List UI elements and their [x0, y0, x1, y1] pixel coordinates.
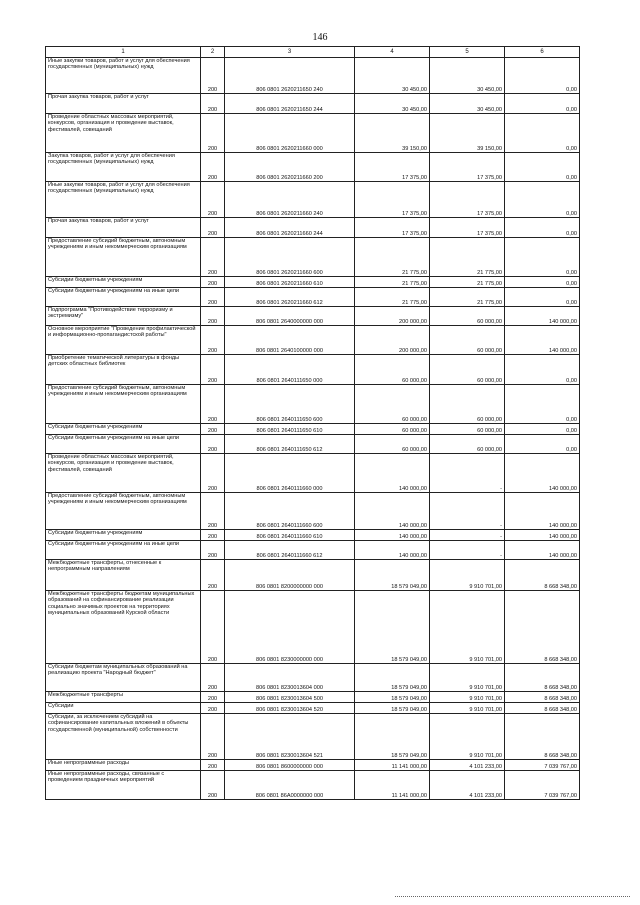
unexecuted-amount-cell: 0,00: [505, 182, 580, 218]
page-number: 146: [312, 32, 328, 43]
executed-amount-cell: 60 000,00: [430, 435, 505, 454]
table-row: [46, 454, 580, 493]
expense-name-cell: Приобретение тематической литературы в фонды детских областных библиотек: [46, 355, 201, 385]
classification-code-cell: 806 0801 8230013604 520: [225, 703, 355, 714]
classification-code-cell: 806 0801 2620211660 200: [225, 153, 355, 182]
classification-code-cell: 806 0801 8600000000 000: [225, 760, 355, 771]
unexecuted-amount-cell: 140 000,00: [505, 307, 580, 326]
line-code-cell: 200: [201, 771, 225, 800]
line-code-cell: 200: [201, 591, 225, 664]
unexecuted-amount-cell: 7 039 767,00: [505, 771, 580, 800]
executed-amount-cell: 17 375,00: [430, 182, 505, 218]
expense-name-cell: Субсидии бюджетным учреждениям на иные цели: [46, 435, 201, 454]
executed-amount-cell: 60 000,00: [430, 307, 505, 326]
table-row: [46, 771, 580, 800]
approved-amount-cell: 18 579 049,00: [355, 692, 430, 703]
classification-code-cell: 806 0801 2640000000 000: [225, 307, 355, 326]
classification-code-cell: 806 0801 8230013604 500: [225, 692, 355, 703]
classification-code-cell: 806 0801 2640111660 600: [225, 493, 355, 530]
table-row: [46, 530, 580, 541]
classification-code-cell: 806 0801 2640111650 610: [225, 424, 355, 435]
table-row: [46, 424, 580, 435]
table-row: [46, 218, 580, 238]
expense-name-cell: Субсидии бюджетным учреждениям: [46, 530, 201, 541]
executed-amount-cell: 21 775,00: [430, 238, 505, 277]
line-code-cell: 200: [201, 326, 225, 355]
unexecuted-amount-cell: 0,00: [505, 355, 580, 385]
classification-code-cell: 806 0801 2640111660 612: [225, 541, 355, 560]
table-row: [46, 94, 580, 114]
approved-amount-cell: 21 775,00: [355, 238, 430, 277]
expense-name-cell: Прочая закупка товаров, работ и услуг: [46, 94, 201, 114]
classification-code-cell: 806 0801 2640111650 612: [225, 435, 355, 454]
approved-amount-cell: 60 000,00: [355, 355, 430, 385]
classification-code-cell: 806 0801 2640111660 610: [225, 530, 355, 541]
table-row: [46, 238, 580, 277]
expense-name-cell: Субсидии бюджетным учреждениям на иные цели: [46, 541, 201, 560]
footer-dotted-line: [395, 896, 630, 897]
approved-amount-cell: 18 579 049,00: [355, 591, 430, 664]
line-code-cell: 200: [201, 114, 225, 153]
classification-code-cell: 806 0801 2640111650 600: [225, 385, 355, 424]
executed-amount-cell: 39 150,00: [430, 114, 505, 153]
line-code-cell: 200: [201, 454, 225, 493]
unexecuted-amount-cell: 0,00: [505, 94, 580, 114]
table-row: [46, 692, 580, 703]
approved-amount-cell: 140 000,00: [355, 530, 430, 541]
classification-code-cell: 806 0801 2640100000 000: [225, 326, 355, 355]
executed-amount-cell: -: [430, 454, 505, 493]
expense-name-cell: Закупка товаров, работ и услуг для обеспечения государственных (муниципальных) нужд: [46, 153, 201, 182]
unexecuted-amount-cell: 0,00: [505, 238, 580, 277]
unexecuted-amount-cell: 0,00: [505, 385, 580, 424]
expense-name-cell: Иные закупки товаров, работ и услуг для обеспечения государственных (муниципальных) нужд: [46, 182, 201, 218]
expense-name-cell: Субсидии бюджетным учреждениям: [46, 424, 201, 435]
approved-amount-cell: 60 000,00: [355, 424, 430, 435]
unexecuted-amount-cell: 0,00: [505, 277, 580, 288]
line-code-cell: 200: [201, 664, 225, 692]
executed-amount-cell: 9 910 701,00: [430, 664, 505, 692]
approved-amount-cell: 140 000,00: [355, 493, 430, 530]
expense-name-cell: Прочая закупка товаров, работ и услуг: [46, 218, 201, 238]
executed-amount-cell: 21 775,00: [430, 277, 505, 288]
classification-code-cell: 806 0801 2620211650 244: [225, 94, 355, 114]
line-code-cell: 200: [201, 355, 225, 385]
executed-amount-cell: 4 101 233,00: [430, 771, 505, 800]
unexecuted-amount-cell: 0,00: [505, 435, 580, 454]
unexecuted-amount-cell: 8 668 348,00: [505, 714, 580, 760]
classification-code-cell: 806 0801 2620211660 244: [225, 218, 355, 238]
classification-code-cell: 806 0801 8200000000 000: [225, 560, 355, 591]
unexecuted-amount-cell: 0,00: [505, 218, 580, 238]
executed-amount-cell: -: [430, 493, 505, 530]
classification-code-cell: 806 0801 2620211660 240: [225, 182, 355, 218]
approved-amount-cell: 17 375,00: [355, 218, 430, 238]
table-row: [46, 326, 580, 355]
line-code-cell: 200: [201, 94, 225, 114]
approved-amount-cell: 39 150,00: [355, 114, 430, 153]
unexecuted-amount-cell: 0,00: [505, 114, 580, 153]
classification-code-cell: 806 0801 2620211660 000: [225, 114, 355, 153]
unexecuted-amount-cell: 7 039 767,00: [505, 760, 580, 771]
unexecuted-amount-cell: 8 668 348,00: [505, 692, 580, 703]
expense-name-cell: Субсидии бюджетным учреждениям: [46, 277, 201, 288]
executed-amount-cell: 60 000,00: [430, 424, 505, 435]
expense-name-cell: Субсидии бюджетным учреждениям на иные цели: [46, 288, 201, 307]
unexecuted-amount-cell: 140 000,00: [505, 541, 580, 560]
unexecuted-amount-cell: 0,00: [505, 153, 580, 182]
approved-amount-cell: 60 000,00: [355, 385, 430, 424]
executed-amount-cell: 17 375,00: [430, 153, 505, 182]
line-code-cell: 200: [201, 288, 225, 307]
expense-name-cell: Проведение областных массовых мероприятий, конкурсов, организация и проведение выставок, фестивалей, совещаний: [46, 454, 201, 493]
classification-code-cell: 806 0801 8230013604 521: [225, 714, 355, 760]
line-code-cell: 200: [201, 692, 225, 703]
approved-amount-cell: 18 579 049,00: [355, 703, 430, 714]
line-code-cell: 200: [201, 385, 225, 424]
budget-table: [45, 46, 580, 800]
unexecuted-amount-cell: 140 000,00: [505, 530, 580, 541]
table-row: [46, 114, 580, 153]
approved-amount-cell: 200 000,00: [355, 326, 430, 355]
executed-amount-cell: 60 000,00: [430, 385, 505, 424]
table-row: [46, 182, 580, 218]
expense-name-cell: Иные закупки товаров, работ и услуг для обеспечения государственных (муниципальных) нужд: [46, 58, 201, 94]
approved-amount-cell: 21 775,00: [355, 288, 430, 307]
executed-amount-cell: 30 450,00: [430, 58, 505, 94]
line-code-cell: 200: [201, 182, 225, 218]
executed-amount-cell: 9 910 701,00: [430, 692, 505, 703]
table-row: [46, 541, 580, 560]
table-row: [46, 493, 580, 530]
line-code-cell: 200: [201, 760, 225, 771]
expense-name-cell: Субсидии: [46, 703, 201, 714]
executed-amount-cell: -: [430, 541, 505, 560]
expense-name-cell: Межбюджетные трансферты: [46, 692, 201, 703]
executed-amount-cell: -: [430, 530, 505, 541]
executed-amount-cell: 60 000,00: [430, 355, 505, 385]
classification-code-cell: 806 0801 2620211660 600: [225, 238, 355, 277]
table-row: [46, 435, 580, 454]
approved-amount-cell: 18 579 049,00: [355, 714, 430, 760]
approved-amount-cell: 30 450,00: [355, 94, 430, 114]
approved-amount-cell: 17 375,00: [355, 153, 430, 182]
classification-code-cell: 806 0801 2640111650 000: [225, 355, 355, 385]
classification-code-cell: 806 0801 8230013604 000: [225, 664, 355, 692]
expense-name-cell: Иные непрограммные расходы: [46, 760, 201, 771]
column-number-row: [46, 47, 580, 58]
unexecuted-amount-cell: 8 668 348,00: [505, 591, 580, 664]
unexecuted-amount-cell: 0,00: [505, 58, 580, 94]
classification-code-cell: 806 0801 8230000000 000: [225, 591, 355, 664]
executed-amount-cell: 17 375,00: [430, 218, 505, 238]
line-code-cell: 200: [201, 277, 225, 288]
table-row: [46, 591, 580, 664]
line-code-cell: 200: [201, 424, 225, 435]
table-row: [46, 277, 580, 288]
classification-code-cell: 806 0801 2620211660 612: [225, 288, 355, 307]
executed-amount-cell: 9 910 701,00: [430, 703, 505, 714]
unexecuted-amount-cell: 140 000,00: [505, 454, 580, 493]
line-code-cell: 200: [201, 714, 225, 760]
table-row: [46, 288, 580, 307]
approved-amount-cell: 21 775,00: [355, 277, 430, 288]
table-row: [46, 703, 580, 714]
unexecuted-amount-cell: 140 000,00: [505, 326, 580, 355]
line-code-cell: 200: [201, 58, 225, 94]
column-header: 5: [430, 47, 505, 58]
approved-amount-cell: 60 000,00: [355, 435, 430, 454]
line-code-cell: 200: [201, 238, 225, 277]
unexecuted-amount-cell: 140 000,00: [505, 493, 580, 530]
unexecuted-amount-cell: 8 668 348,00: [505, 664, 580, 692]
expense-name-cell: Межбюджетные трансферты бюджетам муниципальных образований на софинансирование реализации социально значимых проектов на территориях муниципальных образований Курской области: [46, 591, 201, 664]
table-row: [46, 307, 580, 326]
approved-amount-cell: 140 000,00: [355, 454, 430, 493]
executed-amount-cell: 21 775,00: [430, 288, 505, 307]
expense-name-cell: Иные непрограммные расходы, связанные с проведением праздничных мероприятий: [46, 771, 201, 800]
line-code-cell: 200: [201, 218, 225, 238]
table-row: [46, 58, 580, 94]
classification-code-cell: 806 0801 86A0000000 000: [225, 771, 355, 800]
expense-name-cell: Субсидии бюджетам муниципальных образований на реализацию проекта "Народный бюджет": [46, 664, 201, 692]
approved-amount-cell: 18 579 049,00: [355, 664, 430, 692]
approved-amount-cell: 200 000,00: [355, 307, 430, 326]
expense-name-cell: Предоставление субсидий бюджетным, автономным учреждениям и иным некоммерческим организациям: [46, 493, 201, 530]
classification-code-cell: 806 0801 2640111660 000: [225, 454, 355, 493]
column-header: 1: [46, 47, 201, 58]
unexecuted-amount-cell: 8 668 348,00: [505, 703, 580, 714]
table-row: [46, 153, 580, 182]
executed-amount-cell: 30 450,00: [430, 94, 505, 114]
line-code-cell: 200: [201, 493, 225, 530]
approved-amount-cell: 17 375,00: [355, 182, 430, 218]
executed-amount-cell: 9 910 701,00: [430, 591, 505, 664]
executed-amount-cell: 9 910 701,00: [430, 560, 505, 591]
line-code-cell: 200: [201, 153, 225, 182]
line-code-cell: 200: [201, 541, 225, 560]
line-code-cell: 200: [201, 560, 225, 591]
table-row: [46, 560, 580, 591]
table-row: [46, 714, 580, 760]
expense-name-cell: Основное мероприятие "Проведение профилактической и информационно-пропагандистской работы": [46, 326, 201, 355]
executed-amount-cell: 4 101 233,00: [430, 760, 505, 771]
approved-amount-cell: 11 141 000,00: [355, 771, 430, 800]
column-header: 4: [355, 47, 430, 58]
line-code-cell: 200: [201, 435, 225, 454]
table-row: [46, 355, 580, 385]
column-header: 3: [225, 47, 355, 58]
executed-amount-cell: 9 910 701,00: [430, 714, 505, 760]
line-code-cell: 200: [201, 307, 225, 326]
table-row: [46, 664, 580, 692]
classification-code-cell: 806 0801 2620211660 610: [225, 277, 355, 288]
expense-name-cell: Субсидии, за исключением субсидий на софинансирование капитальных вложений в объекты государственной (муниципальной) собственности: [46, 714, 201, 760]
line-code-cell: 200: [201, 530, 225, 541]
unexecuted-amount-cell: 0,00: [505, 424, 580, 435]
expense-name-cell: Предоставление субсидий бюджетным, автономным учреждениям и иным некоммерческим организациям: [46, 385, 201, 424]
line-code-cell: 200: [201, 703, 225, 714]
approved-amount-cell: 30 450,00: [355, 58, 430, 94]
column-header: 2: [201, 47, 225, 58]
expense-name-cell: Подпрограмма "Противодействие терроризму и экстремизму": [46, 307, 201, 326]
table-row: [46, 385, 580, 424]
expense-name-cell: Проведение областных массовых мероприятий, конкурсов, организация и проведение выставок, фестивалей, совещаний: [46, 114, 201, 153]
expense-name-cell: Предоставление субсидий бюджетным, автономным учреждениям и иным некоммерческим организациям: [46, 238, 201, 277]
approved-amount-cell: 140 000,00: [355, 541, 430, 560]
unexecuted-amount-cell: 0,00: [505, 288, 580, 307]
approved-amount-cell: 11 141 000,00: [355, 760, 430, 771]
expense-name-cell: Межбюджетные трансферты, отнесенные к непрограммным направлениям: [46, 560, 201, 591]
unexecuted-amount-cell: 8 668 348,00: [505, 560, 580, 591]
executed-amount-cell: 60 000,00: [430, 326, 505, 355]
classification-code-cell: 806 0801 2620211650 240: [225, 58, 355, 94]
column-header: 6: [505, 47, 580, 58]
approved-amount-cell: 18 579 049,00: [355, 560, 430, 591]
table-row: [46, 760, 580, 771]
